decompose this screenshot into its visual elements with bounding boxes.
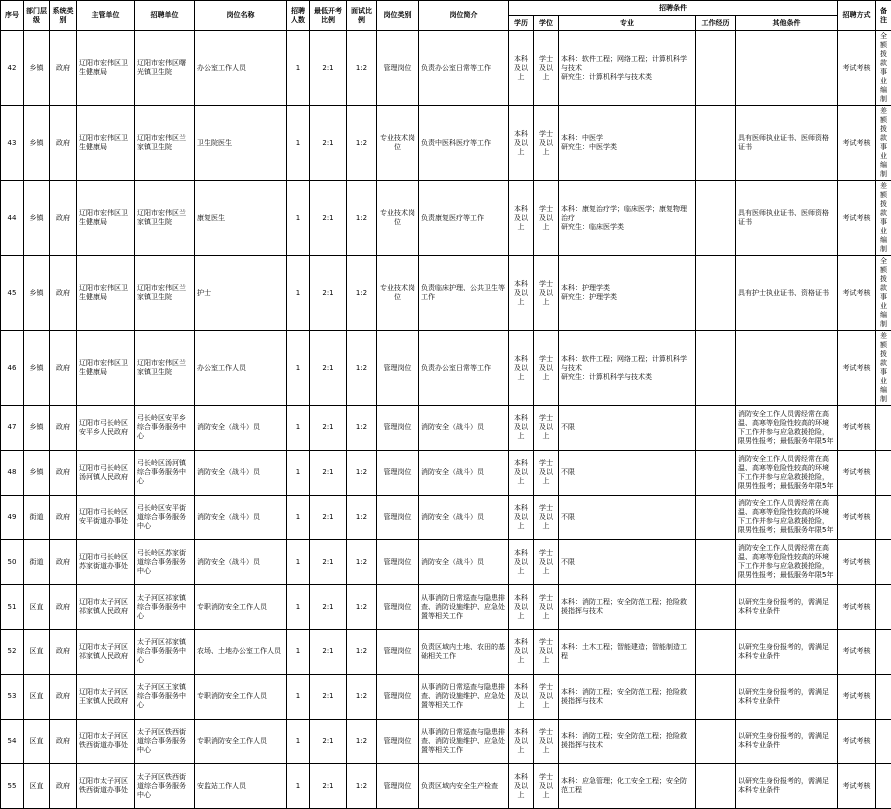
cell-note	[876, 719, 891, 764]
table-row	[1, 674, 891, 719]
cell-interview-ratio: 1:2	[347, 256, 377, 331]
cell-count: 1	[287, 331, 310, 406]
cell-level: 区直	[24, 719, 50, 764]
cell-major: 本科：消防工程；安全防范工程；抢险救援指挥与技术	[559, 585, 696, 630]
cell-level: 街道	[24, 495, 50, 540]
cell-method: 考试考核	[838, 764, 876, 809]
cell-other: 以研究生身份报考的，需满足本科专业条件	[736, 629, 838, 674]
cell-note	[876, 540, 891, 585]
cell-authority: 辽阳市弓长岭区安平乡人民政府	[77, 406, 135, 451]
cell-recruiter: 弓长岭区安平乡综合事务服务中心	[135, 406, 195, 451]
cell-edu: 本科及以上	[509, 406, 534, 451]
cell-ratio-min: 2:1	[310, 674, 347, 719]
cell-post-name: 专职消防安全工作人员	[195, 719, 287, 764]
cell-recruiter: 太子河区铁西街道综合事务服务中心	[135, 719, 195, 764]
cell-interview-ratio: 1:2	[347, 181, 377, 256]
cell-experience	[696, 450, 736, 495]
cell-post-name: 专职消防安全工作人员	[195, 674, 287, 719]
cell-interview-ratio: 1:2	[347, 540, 377, 585]
cell-degree: 学士及以上	[534, 106, 559, 181]
cell-major: 本科：消防工程；安全防范工程；抢险救援指挥与技术	[559, 719, 696, 764]
cell-post-name: 办公室工作人员	[195, 331, 287, 406]
cell-sys: 政府	[50, 406, 77, 451]
cell-post-name: 专职消防安全工作人员	[195, 585, 287, 630]
cell-method: 考试考核	[838, 495, 876, 540]
cell-sys: 政府	[50, 674, 77, 719]
header-conditions: 招聘条件	[509, 1, 838, 16]
cell-major: 不限	[559, 450, 696, 495]
cell-count: 1	[287, 450, 310, 495]
cell-count: 1	[287, 181, 310, 256]
cell-post-type: 管理岗位	[377, 764, 419, 809]
cell-seq: 43	[1, 106, 24, 181]
cell-post-type: 管理岗位	[377, 585, 419, 630]
cell-post-type: 专业技术岗位	[377, 181, 419, 256]
cell-degree: 学士及以上	[534, 450, 559, 495]
cell-count: 1	[287, 674, 310, 719]
cell-edu: 本科及以上	[509, 764, 534, 809]
header-sys-type: 系统类别	[50, 1, 77, 31]
cell-post-name: 农场、土地办公室工作人员	[195, 629, 287, 674]
cell-experience	[696, 406, 736, 451]
cell-post-type: 管理岗位	[377, 450, 419, 495]
cell-ratio-min: 2:1	[310, 181, 347, 256]
cell-recruiter: 辽阳市宏伟区兰家镇卫生院	[135, 256, 195, 331]
cell-authority: 辽阳市宏伟区卫生健康局	[77, 106, 135, 181]
cell-post-type: 管理岗位	[377, 629, 419, 674]
cell-other: 消防安全工作人员需经常在高温、高寒等危险性较高的环境下工作并参与应急救援抢险，限男性报考；最低服务年限5年	[736, 406, 838, 451]
cell-post-desc: 负责中医科医疗等工作	[419, 106, 509, 181]
cell-level: 乡镇	[24, 331, 50, 406]
cell-seq: 53	[1, 674, 24, 719]
cell-method: 考试考核	[838, 674, 876, 719]
table-row	[1, 495, 891, 540]
cell-interview-ratio: 1:2	[347, 106, 377, 181]
cell-degree: 学士及以上	[534, 585, 559, 630]
cell-major: 不限	[559, 540, 696, 585]
cell-authority: 辽阳市弓长岭区苏家街道办事处	[77, 540, 135, 585]
cell-experience	[696, 540, 736, 585]
cell-recruiter: 太子河区王家镇综合事务服务中心	[135, 674, 195, 719]
cell-degree: 学士及以上	[534, 406, 559, 451]
header-post-name: 岗位名称	[195, 1, 287, 31]
cell-method: 考试考核	[838, 406, 876, 451]
cell-major: 本科：软件工程；网络工程；计算机科学与技术 研究生：计算机科学与技术类	[559, 31, 696, 106]
cell-level: 区直	[24, 674, 50, 719]
cell-major: 本科：软件工程；网络工程；计算机科学与技术 研究生：计算机科学与技术类	[559, 331, 696, 406]
cell-method: 考试考核	[838, 256, 876, 331]
cell-other: 消防安全工作人员需经常在高温、高寒等危险性较高的环境下工作并参与应急救援抢险，限男性报考；最低服务年限5年	[736, 495, 838, 540]
cell-interview-ratio: 1:2	[347, 495, 377, 540]
cell-authority: 辽阳市太子河区铁西街道办事处	[77, 719, 135, 764]
cell-seq: 46	[1, 331, 24, 406]
cell-major: 本科：康复治疗学；临床医学；康复物理治疗 研究生：临床医学类	[559, 181, 696, 256]
cell-post-desc: 消防安全（战斗）员	[419, 450, 509, 495]
cell-degree: 学士及以上	[534, 764, 559, 809]
header-post-type: 岗位类别	[377, 1, 419, 31]
cell-post-type: 管理岗位	[377, 331, 419, 406]
cell-edu: 本科及以上	[509, 719, 534, 764]
header-seq: 序号	[1, 1, 24, 31]
cell-post-desc: 负责区域内安全生产检查	[419, 764, 509, 809]
cell-level: 乡镇	[24, 450, 50, 495]
cell-level: 乡镇	[24, 106, 50, 181]
table-header	[1, 1, 891, 31]
cell-recruiter: 弓长岭区苏家街道综合事务服务中心	[135, 540, 195, 585]
cell-seq: 49	[1, 495, 24, 540]
cell-degree: 学士及以上	[534, 719, 559, 764]
cell-note: 全额拨款事业编制	[876, 31, 891, 106]
cell-ratio-min: 2:1	[310, 495, 347, 540]
cell-degree: 学士及以上	[534, 331, 559, 406]
cell-edu: 本科及以上	[509, 495, 534, 540]
cell-seq: 50	[1, 540, 24, 585]
cell-post-desc: 负责办公室日常等工作	[419, 31, 509, 106]
cell-ratio-min: 2:1	[310, 585, 347, 630]
table-row	[1, 629, 891, 674]
cell-major: 不限	[559, 406, 696, 451]
cell-interview-ratio: 1:2	[347, 331, 377, 406]
cell-ratio-min: 2:1	[310, 256, 347, 331]
cell-degree: 学士及以上	[534, 629, 559, 674]
cell-edu: 本科及以上	[509, 331, 534, 406]
header-interview-ratio: 面试比例	[347, 1, 377, 31]
cell-major: 不限	[559, 495, 696, 540]
cell-post-desc: 负责临床护理、公共卫生等工作	[419, 256, 509, 331]
cell-experience	[696, 495, 736, 540]
cell-experience	[696, 585, 736, 630]
header-major: 专业	[559, 16, 696, 31]
cell-count: 1	[287, 495, 310, 540]
cell-method: 考试考核	[838, 181, 876, 256]
cell-post-type: 管理岗位	[377, 495, 419, 540]
cell-interview-ratio: 1:2	[347, 674, 377, 719]
cell-experience	[696, 629, 736, 674]
cell-seq: 47	[1, 406, 24, 451]
cell-count: 1	[287, 719, 310, 764]
cell-degree: 学士及以上	[534, 540, 559, 585]
table-row	[1, 585, 891, 630]
cell-seq: 51	[1, 585, 24, 630]
cell-major: 本科：中医学 研究生：中医学类	[559, 106, 696, 181]
cell-ratio-min: 2:1	[310, 629, 347, 674]
cell-sys: 政府	[50, 106, 77, 181]
cell-other: 以研究生身份报考的，需满足本科专业条件	[736, 719, 838, 764]
cell-degree: 学士及以上	[534, 181, 559, 256]
cell-interview-ratio: 1:2	[347, 406, 377, 451]
cell-sys: 政府	[50, 450, 77, 495]
cell-post-desc: 消防安全（战斗）员	[419, 495, 509, 540]
header-other: 其他条件	[736, 16, 838, 31]
cell-note: 差额拨款事业编制	[876, 106, 891, 181]
cell-recruiter: 辽阳市宏伟区兰家镇卫生院	[135, 331, 195, 406]
cell-level: 区直	[24, 629, 50, 674]
cell-count: 1	[287, 406, 310, 451]
cell-post-desc: 从事消防日常巡查与隐患排查、消防设施维护、应急处置等相关工作	[419, 674, 509, 719]
cell-degree: 学士及以上	[534, 674, 559, 719]
cell-seq: 45	[1, 256, 24, 331]
cell-authority: 辽阳市弓长岭区安平街道办事处	[77, 495, 135, 540]
cell-post-desc: 消防安全（战斗）员	[419, 406, 509, 451]
cell-note	[876, 585, 891, 630]
cell-post-name: 安监站工作人员	[195, 764, 287, 809]
cell-note	[876, 764, 891, 809]
cell-other: 以研究生身份报考的，需满足本科专业条件	[736, 585, 838, 630]
table-row	[1, 540, 891, 585]
cell-post-name: 消防安全（战斗）员	[195, 450, 287, 495]
cell-authority: 辽阳市弓长岭区汤河镇人民政府	[77, 450, 135, 495]
cell-count: 1	[287, 585, 310, 630]
cell-degree: 学士及以上	[534, 31, 559, 106]
cell-seq: 44	[1, 181, 24, 256]
cell-authority: 辽阳市太子河区祁家镇人民政府	[77, 585, 135, 630]
cell-level: 乡镇	[24, 181, 50, 256]
cell-level: 乡镇	[24, 31, 50, 106]
cell-sys: 政府	[50, 31, 77, 106]
cell-edu: 本科及以上	[509, 674, 534, 719]
cell-post-name: 康复医生	[195, 181, 287, 256]
header-degree: 学位	[534, 16, 559, 31]
cell-edu: 本科及以上	[509, 585, 534, 630]
cell-experience	[696, 674, 736, 719]
cell-recruiter: 辽阳市宏伟区曙光镇卫生院	[135, 31, 195, 106]
header-edu: 学历	[509, 16, 534, 31]
cell-post-type: 专业技术岗位	[377, 106, 419, 181]
cell-post-type: 管理岗位	[377, 540, 419, 585]
header-dept-level: 部门层级	[24, 1, 50, 31]
cell-interview-ratio: 1:2	[347, 719, 377, 764]
table-row	[1, 256, 891, 331]
cell-interview-ratio: 1:2	[347, 31, 377, 106]
cell-note	[876, 406, 891, 451]
cell-method: 考试考核	[838, 585, 876, 630]
cell-edu: 本科及以上	[509, 256, 534, 331]
cell-level: 街道	[24, 540, 50, 585]
cell-post-type: 管理岗位	[377, 406, 419, 451]
table-body	[1, 31, 891, 809]
table-row	[1, 406, 891, 451]
cell-other: 具有医师执业证书、医师资格证书	[736, 181, 838, 256]
cell-interview-ratio: 1:2	[347, 629, 377, 674]
cell-post-type: 专业技术岗位	[377, 256, 419, 331]
cell-sys: 政府	[50, 181, 77, 256]
cell-method: 考试考核	[838, 540, 876, 585]
cell-degree: 学士及以上	[534, 256, 559, 331]
cell-post-desc: 消防安全（战斗）员	[419, 540, 509, 585]
cell-sys: 政府	[50, 764, 77, 809]
cell-ratio-min: 2:1	[310, 31, 347, 106]
table-row	[1, 31, 891, 106]
cell-recruiter: 弓长岭区汤河镇综合事务服务中心	[135, 450, 195, 495]
cell-major: 本科：消防工程；安全防范工程；抢险救援指挥与技术	[559, 674, 696, 719]
cell-recruiter: 弓长岭区安平街道综合事务服务中心	[135, 495, 195, 540]
cell-authority: 辽阳市宏伟区卫生健康局	[77, 31, 135, 106]
cell-other: 以研究生身份报考的，需满足本科专业条件	[736, 674, 838, 719]
cell-method: 考试考核	[838, 31, 876, 106]
cell-experience	[696, 764, 736, 809]
cell-edu: 本科及以上	[509, 31, 534, 106]
cell-post-name: 消防安全（战斗）员	[195, 540, 287, 585]
cell-recruiter: 太子河区祁家镇综合事务服务中心	[135, 585, 195, 630]
cell-method: 考试考核	[838, 106, 876, 181]
cell-ratio-min: 2:1	[310, 406, 347, 451]
cell-ratio-min: 2:1	[310, 450, 347, 495]
cell-experience	[696, 719, 736, 764]
cell-authority: 辽阳市宏伟区卫生健康局	[77, 181, 135, 256]
cell-post-type: 管理岗位	[377, 674, 419, 719]
cell-authority: 辽阳市太子河区祁家镇人民政府	[77, 629, 135, 674]
cell-interview-ratio: 1:2	[347, 450, 377, 495]
cell-post-desc: 负责康复医疗等工作	[419, 181, 509, 256]
cell-sys: 政府	[50, 331, 77, 406]
cell-recruiter: 太子河区祁家镇综合事务服务中心	[135, 629, 195, 674]
table-row	[1, 764, 891, 809]
cell-count: 1	[287, 540, 310, 585]
cell-sys: 政府	[50, 629, 77, 674]
cell-experience	[696, 31, 736, 106]
cell-level: 区直	[24, 585, 50, 630]
cell-ratio-min: 2:1	[310, 106, 347, 181]
cell-degree: 学士及以上	[534, 495, 559, 540]
cell-count: 1	[287, 629, 310, 674]
cell-sys: 政府	[50, 540, 77, 585]
cell-method: 考试考核	[838, 719, 876, 764]
cell-authority: 辽阳市宏伟区卫生健康局	[77, 331, 135, 406]
cell-authority: 辽阳市太子河区王家镇人民政府	[77, 674, 135, 719]
cell-note	[876, 495, 891, 540]
cell-note: 差额拨款事业编制	[876, 331, 891, 406]
cell-edu: 本科及以上	[509, 181, 534, 256]
table-row	[1, 331, 891, 406]
cell-method: 考试考核	[838, 629, 876, 674]
cell-post-desc: 从事消防日常巡查与隐患排查、消防设施维护、应急处置等相关工作	[419, 585, 509, 630]
cell-other	[736, 331, 838, 406]
cell-post-name: 卫生院医生	[195, 106, 287, 181]
cell-other: 具有医师执业证书、医师资格证书	[736, 106, 838, 181]
cell-post-desc: 负责区域内土地、农田的基础相关工作	[419, 629, 509, 674]
cell-sys: 政府	[50, 256, 77, 331]
cell-post-name: 消防安全（战斗）员	[195, 495, 287, 540]
cell-post-desc: 从事消防日常巡查与隐患排查、消防设施维护、应急处置等相关工作	[419, 719, 509, 764]
cell-edu: 本科及以上	[509, 450, 534, 495]
cell-other: 消防安全工作人员需经常在高温、高寒等危险性较高的环境下工作并参与应急救援抢险，限男性报考；最低服务年限5年	[736, 450, 838, 495]
cell-major: 本科：应急管理；化工安全工程；安全防范工程	[559, 764, 696, 809]
cell-sys: 政府	[50, 585, 77, 630]
cell-method: 考试考核	[838, 450, 876, 495]
cell-sys: 政府	[50, 495, 77, 540]
cell-interview-ratio: 1:2	[347, 585, 377, 630]
cell-post-desc: 负责办公室日常等工作	[419, 331, 509, 406]
header-method: 招聘方式	[838, 1, 876, 31]
cell-edu: 本科及以上	[509, 629, 534, 674]
cell-other: 以研究生身份报考的，需满足本科专业条件	[736, 764, 838, 809]
table-row	[1, 719, 891, 764]
cell-other: 消防安全工作人员需经常在高温、高寒等危险性较高的环境下工作并参与应急救援抢险，限男性报考；最低服务年限5年	[736, 540, 838, 585]
cell-seq: 54	[1, 719, 24, 764]
cell-method: 考试考核	[838, 331, 876, 406]
header-post-desc: 岗位简介	[419, 1, 509, 31]
cell-authority: 辽阳市太子河区铁西街道办事处	[77, 764, 135, 809]
cell-seq: 42	[1, 31, 24, 106]
cell-other: 具有护士执业证书、资格证书	[736, 256, 838, 331]
cell-post-name: 护士	[195, 256, 287, 331]
cell-post-name: 消防安全（战斗）员	[195, 406, 287, 451]
cell-note	[876, 450, 891, 495]
cell-ratio-min: 2:1	[310, 764, 347, 809]
cell-seq: 48	[1, 450, 24, 495]
cell-count: 1	[287, 31, 310, 106]
cell-experience	[696, 181, 736, 256]
cell-other	[736, 31, 838, 106]
cell-ratio-min: 2:1	[310, 719, 347, 764]
cell-edu: 本科及以上	[509, 540, 534, 585]
cell-recruiter: 太子河区铁西街道综合事务服务中心	[135, 764, 195, 809]
cell-note: 全额拨款事业编制	[876, 256, 891, 331]
cell-interview-ratio: 1:2	[347, 764, 377, 809]
table-row	[1, 181, 891, 256]
cell-experience	[696, 331, 736, 406]
header-recruiter: 招聘单位	[135, 1, 195, 31]
cell-note: 差额拨款事业编制	[876, 181, 891, 256]
table-row	[1, 106, 891, 181]
cell-seq: 55	[1, 764, 24, 809]
cell-post-type: 管理岗位	[377, 719, 419, 764]
cell-note	[876, 629, 891, 674]
cell-ratio-min: 2:1	[310, 331, 347, 406]
cell-post-type: 管理岗位	[377, 31, 419, 106]
cell-level: 乡镇	[24, 406, 50, 451]
cell-authority: 辽阳市宏伟区卫生健康局	[77, 256, 135, 331]
cell-post-name: 办公室工作人员	[195, 31, 287, 106]
cell-count: 1	[287, 764, 310, 809]
cell-ratio-min: 2:1	[310, 540, 347, 585]
header-count: 招聘人数	[287, 1, 310, 31]
cell-recruiter: 辽阳市宏伟区兰家镇卫生院	[135, 181, 195, 256]
cell-count: 1	[287, 256, 310, 331]
cell-level: 区直	[24, 764, 50, 809]
cell-level: 乡镇	[24, 256, 50, 331]
cell-major: 本科：土木工程；智能建造；智能制造工程	[559, 629, 696, 674]
cell-major: 本科：护理学类 研究生：护理学类	[559, 256, 696, 331]
header-authority: 主管单位	[77, 1, 135, 31]
header-experience: 工作经历	[696, 16, 736, 31]
cell-seq: 52	[1, 629, 24, 674]
cell-experience	[696, 256, 736, 331]
cell-count: 1	[287, 106, 310, 181]
cell-recruiter: 辽阳市宏伟区兰家镇卫生院	[135, 106, 195, 181]
header-note: 备注	[876, 1, 891, 31]
table-row	[1, 450, 891, 495]
cell-note	[876, 674, 891, 719]
header-ratio-min: 最低开考比例	[310, 1, 347, 31]
cell-edu: 本科及以上	[509, 106, 534, 181]
cell-sys: 政府	[50, 719, 77, 764]
cell-experience	[696, 106, 736, 181]
